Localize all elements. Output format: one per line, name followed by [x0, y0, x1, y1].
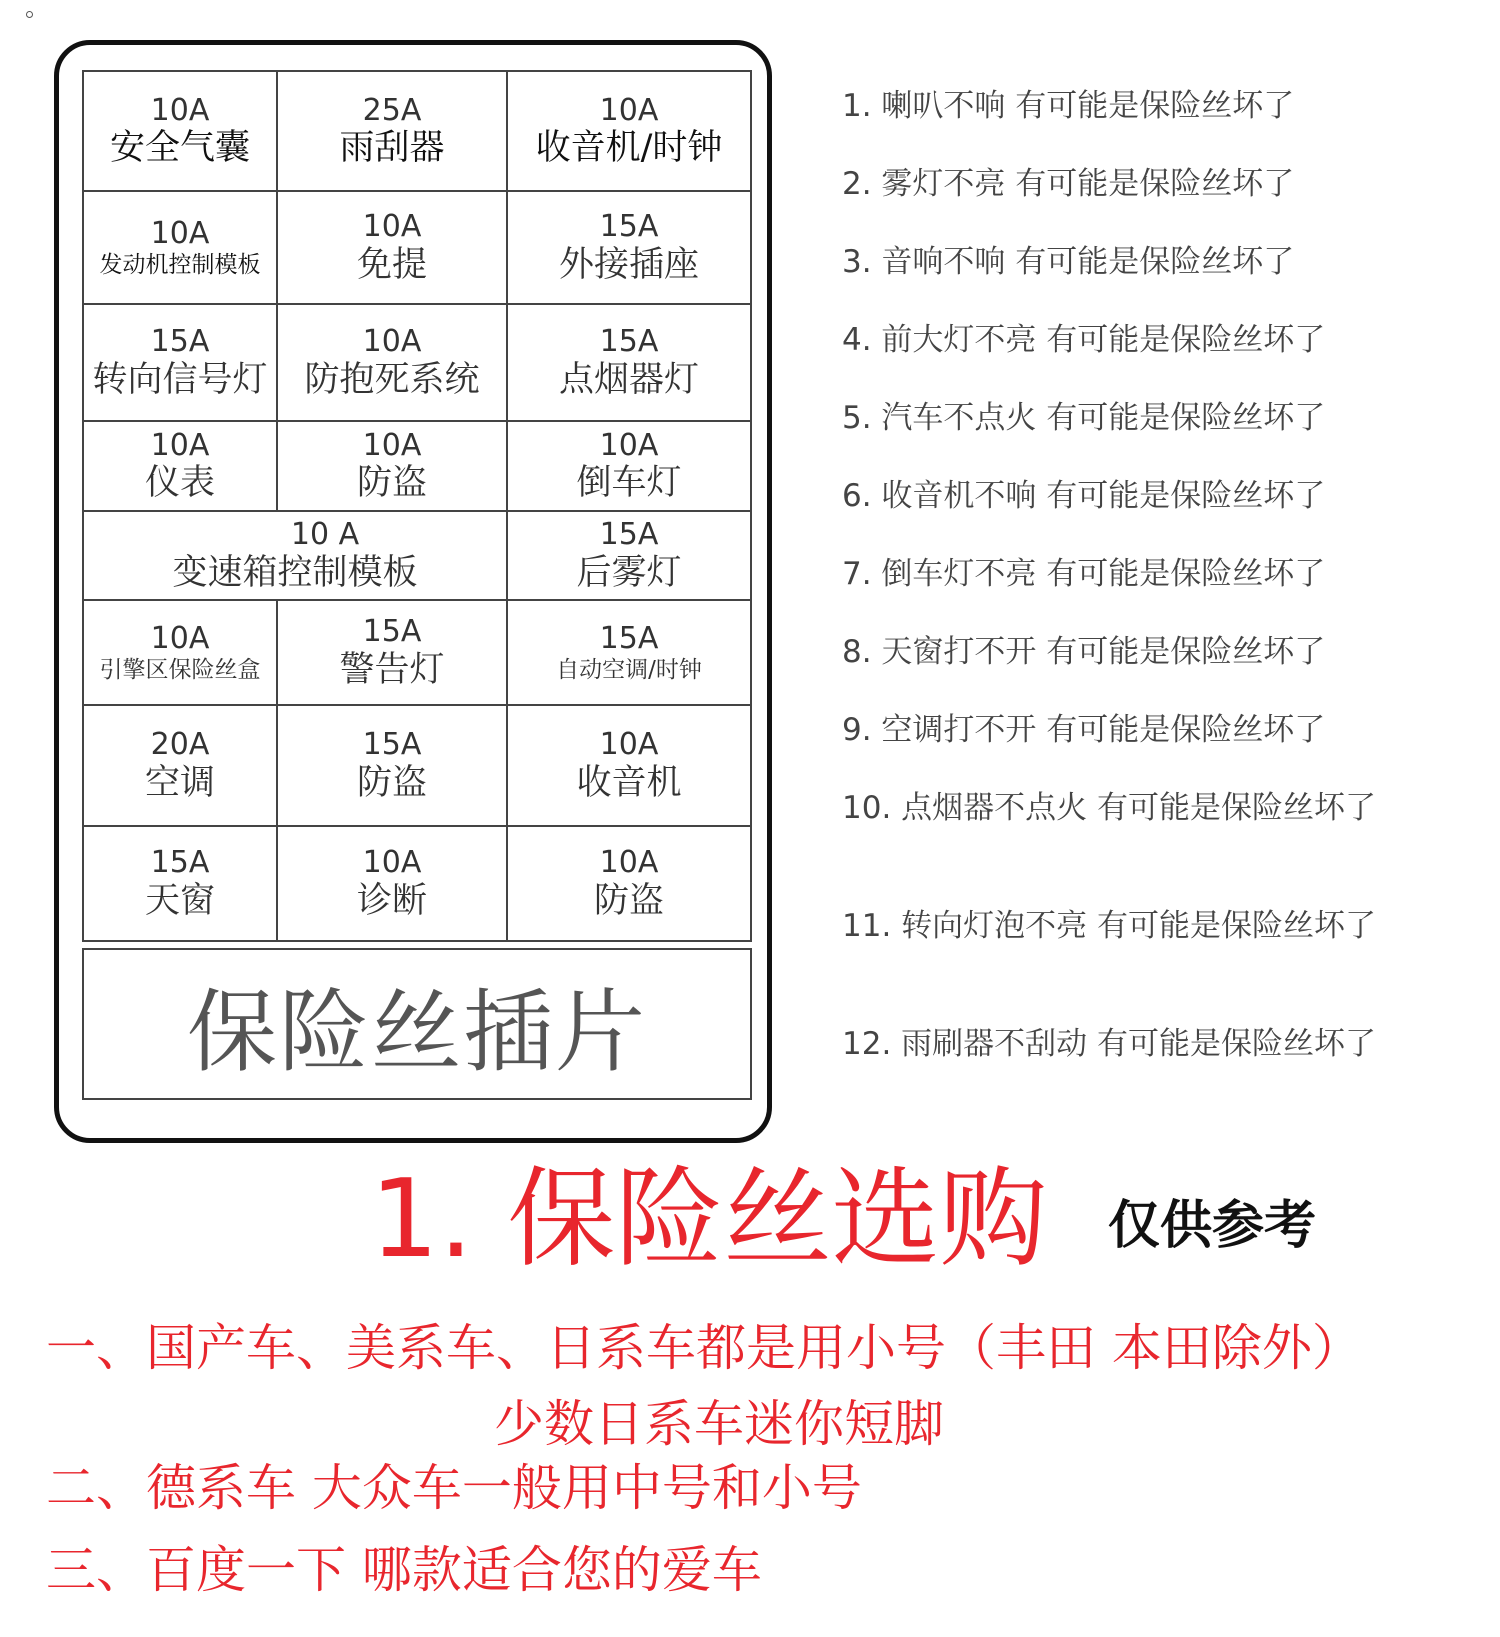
rule-line-4: 三、百度一下 哪款适合您的爱车 [46, 1541, 762, 1599]
fuse-amp: 10A [150, 216, 210, 252]
fuse-label: 发动机控制模板 [99, 251, 261, 278]
fuse-cell-warning-light [278, 601, 508, 706]
fuse-cell-outlet [508, 192, 750, 305]
fuse-cell-ac [84, 706, 278, 827]
tip-item: 9. 空调打不开 有可能是保险丝坏了 [842, 712, 1326, 748]
fuse-amp: 10A [362, 209, 422, 245]
tip-item: 12. 雨刷器不刮动 有可能是保险丝坏了 [842, 1026, 1377, 1062]
fuse-cell-handsfree [278, 192, 508, 305]
tip-item: 3. 音响不响 有可能是保险丝坏了 [842, 244, 1295, 280]
fuse-label: 倒车灯 [576, 463, 682, 504]
tip-item: 1. 喇叭不响 有可能是保险丝坏了 [842, 88, 1295, 124]
fuse-amp: 10A [362, 427, 422, 463]
fuse-label: 收音机/时钟 [535, 128, 723, 169]
tip-item: 2. 雾灯不亮 有可能是保险丝坏了 [842, 166, 1295, 202]
tip-item: 5. 汽车不点火 有可能是保险丝坏了 [842, 400, 1326, 436]
fuse-label: 天窗 [144, 880, 215, 921]
fuse-amp: 15A [599, 324, 659, 360]
fuse-cell-antitheft-2 [278, 706, 508, 827]
fuse-cell-engine-fuse-box [84, 601, 278, 706]
fuse-cell-radio [508, 706, 750, 827]
fuse-label: 收音机 [576, 762, 682, 803]
fuse-cell-airbag [84, 72, 278, 192]
tip-item: 6. 收音机不响 有可能是保险丝坏了 [842, 478, 1326, 514]
fuse-plug-label: 保险丝插片 [187, 980, 647, 1085]
fuse-cell-instrument [84, 422, 278, 512]
tip-item: 4. 前大灯不亮 有可能是保险丝坏了 [842, 322, 1326, 358]
fuse-cell-auto-ac-clock [508, 601, 750, 706]
heading-sub: 仅供参考 [1108, 1196, 1317, 1256]
fuse-label: 变速箱控制模板 [172, 552, 418, 593]
fuse-amp: 10A [599, 427, 659, 463]
fuse-cell-diagnostic [278, 827, 508, 940]
fuse-amp: 10A [362, 845, 422, 881]
fuse-cell-sunroof [84, 827, 278, 940]
fuse-label: 免提 [356, 244, 427, 285]
fuse-amp: 15A [599, 209, 659, 245]
fuse-amp: 10A [599, 845, 659, 881]
fuse-label: 后雾灯 [576, 552, 682, 593]
fuse-cell-antitheft-3 [508, 827, 750, 940]
fuse-label: 外接插座 [558, 244, 699, 285]
fuse-label: 转向信号灯 [92, 359, 268, 400]
fuse-label: 警告灯 [339, 649, 445, 690]
fuse-amp: 25A [362, 92, 422, 128]
fuse-label: 防盗 [356, 762, 427, 803]
corner-dot [26, 11, 33, 18]
fuse-amp: 10A [150, 427, 210, 463]
fuse-label: 诊断 [356, 880, 427, 921]
fuse-cell-rear-fog [508, 512, 750, 601]
rule-line-1: 一、国产车、美系车、日系车都是用小号（丰田 本田除外） [46, 1319, 1362, 1377]
fuse-amp: 15A [150, 845, 210, 881]
fuse-label: 点烟器灯 [558, 359, 699, 400]
fuse-amp: 10A [599, 727, 659, 763]
fuse-label: 防盗 [356, 463, 427, 504]
fuse-amp: 10 A [290, 517, 360, 553]
fuse-amp: 15A [362, 727, 422, 763]
fuse-amp: 15A [599, 621, 659, 657]
tip-item: 11. 转向灯泡不亮 有可能是保险丝坏了 [842, 908, 1377, 944]
fuse-amp: 20A [150, 727, 210, 763]
fuse-amp: 15A [599, 517, 659, 553]
fuse-amp: 10A [150, 621, 210, 657]
fuse-label: 空调 [144, 762, 215, 803]
fuse-cell-transmission-control [84, 512, 508, 601]
tip-item: 7. 倒车灯不亮 有可能是保险丝坏了 [842, 556, 1326, 592]
fuse-plug-area [82, 948, 752, 1100]
rule-line-3: 二、德系车 大众车一般用中号和小号 [46, 1459, 862, 1517]
fuse-cell-antitheft [278, 422, 508, 512]
fuse-amp: 10A [599, 92, 659, 128]
fuse-label: 安全气囊 [109, 128, 250, 169]
fuse-amp: 10A [150, 92, 210, 128]
fuse-cell-engine-control [84, 192, 278, 305]
heading-main: 1. 保险丝选购 [370, 1157, 1048, 1282]
fuse-label: 引擎区保险丝盒 [99, 656, 261, 683]
fuse-cell-abs [278, 305, 508, 422]
fuse-amp: 10A [362, 324, 422, 360]
fuse-cell-radio-clock [508, 72, 750, 192]
fuse-cell-reverse-light [508, 422, 750, 512]
fuse-amp: 15A [150, 324, 210, 360]
fuse-label: 自动空调/时钟 [556, 656, 702, 683]
fuse-grid [82, 70, 752, 942]
rule-line-2: 少数日系车迷你短脚 [494, 1395, 944, 1453]
tip-item: 8. 天窗打不开 有可能是保险丝坏了 [842, 634, 1326, 670]
fuse-amp: 15A [362, 614, 422, 650]
fuse-cell-turn-signal [84, 305, 278, 422]
fuse-label: 防抱死系统 [304, 359, 480, 400]
tip-item: 10. 点烟器不点火 有可能是保险丝坏了 [842, 790, 1377, 826]
fuse-cell-wiper [278, 72, 508, 192]
fuse-label: 仪表 [144, 463, 215, 504]
fuse-label: 雨刮器 [339, 128, 445, 169]
fuse-label: 防盗 [593, 880, 664, 921]
fuse-cell-lighter-light [508, 305, 750, 422]
